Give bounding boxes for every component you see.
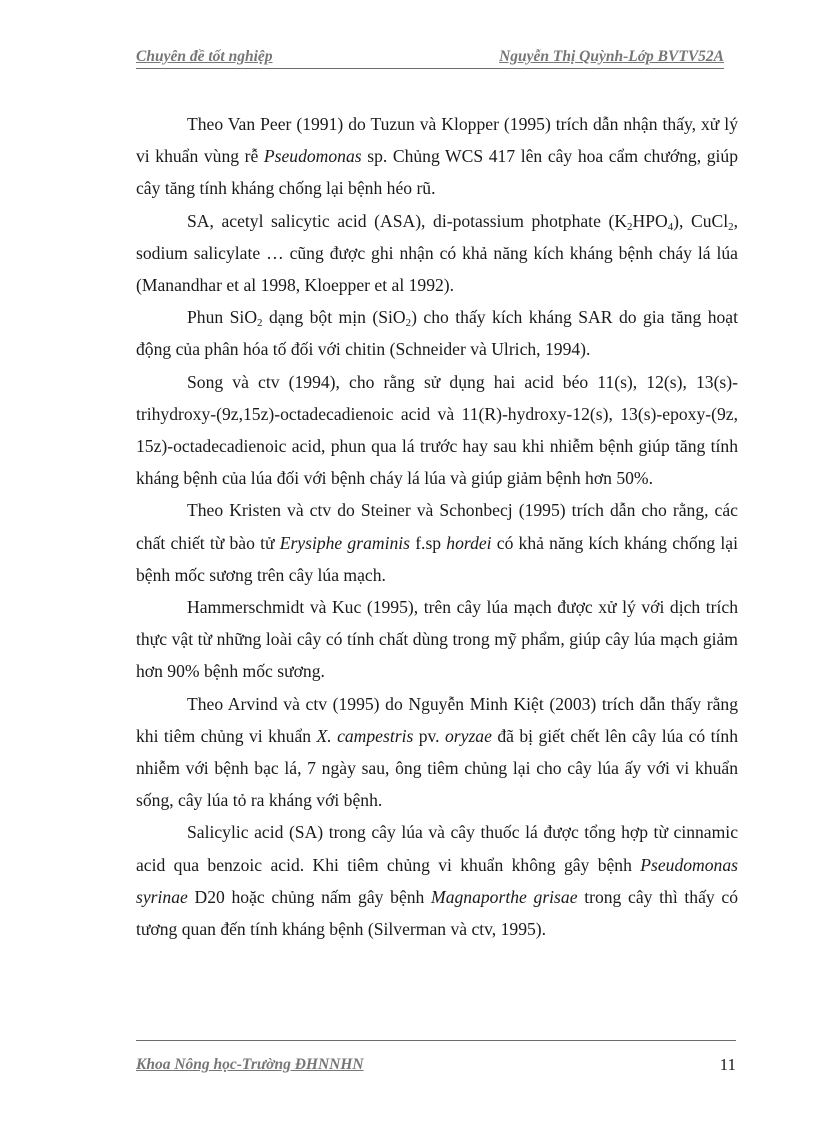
footer-faculty: Khoa Nông học-Trường ĐHNNHN <box>136 1056 364 1073</box>
text-run: pv. <box>413 725 445 746</box>
paragraph-7 <box>136 688 738 817</box>
subscript: 2 <box>728 220 734 233</box>
paragraph-2 <box>136 205 738 302</box>
paragraph-5 <box>136 494 738 591</box>
text-run: Theo Arvind và ctv (1995) do Nguyễn Minh Kiệt (2003) trích dẫn thấy rằng khi tiêm chủng vi khuẩn <box>136 693 738 746</box>
text-run: Theo Van Peer (1991) do Tuzun và Klopper (1995) trích dẫn nhận thấy, xử lý vi khuẩn vùng rễ <box>136 114 738 167</box>
subscript: 2 <box>257 317 263 330</box>
subscript: 2 <box>405 317 412 330</box>
species-name: X. campestris <box>316 725 414 746</box>
text-run: Phun SiO <box>187 307 258 328</box>
text-run: có khả năng kích kháng chống lại bệnh mốc sương trên cây lúa mạch. <box>136 532 738 585</box>
text-run: Theo Kristen và ctv do Steiner và Schonbecj (1995) trích dẫn cho rằng, các chất chiết từ bào tử <box>136 500 738 553</box>
text-run: , sodium salicylate … cũng được ghi nhận có khả năng kích kháng bệnh cháy lá lúa (Manandhar et al 1998, Kloepper et al 1992). <box>136 210 738 296</box>
species-name: Pseudomonas syrinae <box>136 854 738 907</box>
paragraph-6: Hammerschmidt và Kuc (1995), trên cây lúa mạch được xử lý với dịch trích thực vật từ những loài cây có tính chất dùng trong mỹ phẩm, giúp cây lúa mạch giảm hơn 90% bệnh mốc sương. <box>136 597 738 682</box>
text-run: ), CuCl <box>673 210 729 231</box>
text-run: đã bị giết chết lên cây lúa có tính nhiễm với bệnh bạc lá, 7 ngày sau, ông tiêm chủng lại cho cây lúa ấy với vi khuẩn sống, cây lúa tỏ ra kháng với bệnh. <box>136 725 738 811</box>
paragraph-3 <box>136 301 738 365</box>
paragraph-8 <box>136 816 738 945</box>
text-run: f.sp <box>410 532 447 553</box>
text-run: trong cây thì thấy có tương quan đến tính kháng bệnh (Silverman và ctv, 1995). <box>136 886 738 940</box>
species-name: Magnaporthe grisae <box>431 886 578 907</box>
text-run: SA, acetyl salicytic acid (ASA), di-potassium photphate (K <box>187 210 628 231</box>
text-run: ) cho thấy kích kháng SAR do gia tăng hoạt động của phân hóa tố đối với chitin (Schneider và Ulrich, 1994). <box>136 307 739 360</box>
page-header <box>136 46 724 69</box>
subscript: 4 <box>667 220 674 233</box>
body-text <box>136 108 738 945</box>
text-run: Salicylic acid (SA) trong cây lúa và cây thuốc lá được tổng hợp từ cinnamic acid qua benzoic acid. Khi tiêm chủng vi khuẩn không gây bệnh <box>136 822 738 875</box>
paragraph-4: Song và ctv (1994), cho rằng sử dụng hai acid béo 11(s), 12(s), 13(s)-trihydroxy-(9z,15z)-octadecadienoic acid và 11(R)-hydroxy-12(s), 13(s)-epoxy-(9z, 15z)-octadecadienoic acid, phun qua lá trước hay sau khi nhiễm bệnh giúp tăng tính kháng bệnh của lúa đối với bệnh cháy lá lúa và giúp giảm bệnh hơn 50%. <box>136 371 738 489</box>
page-number: 11 <box>719 1055 736 1074</box>
page-footer <box>136 1040 736 1075</box>
subscript: 2 <box>627 220 633 233</box>
text-run: HPO <box>632 210 668 231</box>
header-document-title: Chuyên đề tốt nghiệp <box>136 48 273 65</box>
text-run: dạng bột mịn (SiO <box>262 307 406 328</box>
paragraph-1 <box>136 108 738 205</box>
species-name: Pseudomonas <box>263 146 362 167</box>
text-run: D20 hoặc chủng nấm gây bệnh <box>187 886 432 907</box>
text-run: sp. Chủng WCS 417 lên cây hoa cẩm chướng, giúp cây tăng tính kháng chống lại bệnh héo rũ. <box>136 146 738 199</box>
species-name: Erysiphe graminis <box>279 532 410 553</box>
species-name: oryzae <box>445 725 492 746</box>
header-author-class: Nguyễn Thị Quỳnh-Lớp BVTV52A <box>499 48 724 65</box>
species-name: hordei <box>446 532 492 553</box>
